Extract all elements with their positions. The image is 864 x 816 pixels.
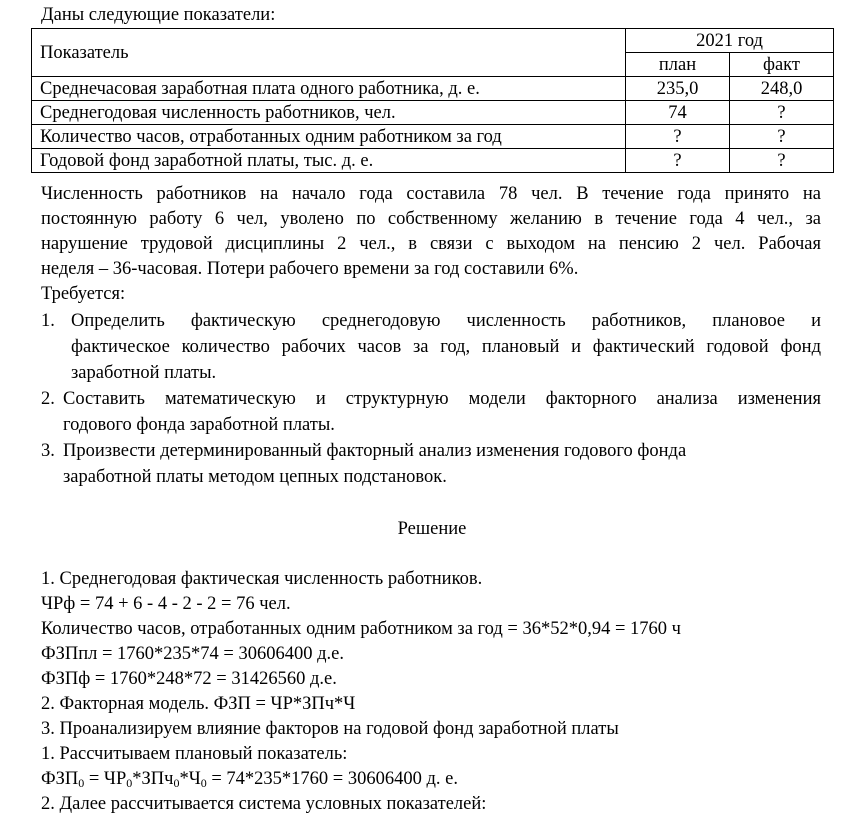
formula-part: *Ч <box>179 769 201 789</box>
row-fact: 248,0 <box>730 77 834 101</box>
task-line: Составить математическую и структурную модели факторного анализа изменения <box>63 389 821 409</box>
formula-part: = 74*235*1760 = 30606400 д. е. <box>206 769 458 789</box>
solution-title: Решение <box>397 519 467 539</box>
row-fact: ? <box>730 101 834 125</box>
intro-text: Даны следующие показатели: <box>41 5 276 25</box>
row-name: Количество часов, отработанных одним работником за год <box>32 125 626 149</box>
row-name: Годовой фонд заработной платы, тыс. д. е. <box>32 149 626 173</box>
solution-line: 2. Факторная модель. ФЗП = ЧР*ЗПч*Ч <box>41 694 356 714</box>
subscript: 0 <box>78 776 85 790</box>
solution-line: Количество часов, отработанных одним работником за год = 36*52*0,94 = 1760 ч <box>41 619 681 639</box>
row-fact: ? <box>730 125 834 149</box>
row-plan: ? <box>626 149 730 173</box>
task-line: Произвести детерминированный факторный анализ изменения годового фонда <box>63 441 687 461</box>
solution-line: 1. Рассчитываем плановый показатель: <box>41 744 348 764</box>
row-plan: 235,0 <box>626 77 730 101</box>
paragraph-line: Численность работников на начало года составила 78 чел. В течение года принято на <box>41 184 821 204</box>
task-line: заработной платы методом цепных подстановок. <box>63 467 447 487</box>
formula-part: ФЗП <box>41 769 79 789</box>
formula-part: = ЧР <box>84 769 127 789</box>
header-year: 2021 год <box>626 29 834 53</box>
task-line: фактическое количество рабочих часов за год, плановый и фактический годовой фонд <box>71 337 821 357</box>
solution-line: ЧРф = 74 + 6 - 4 - 2 - 2 = 76 чел. <box>41 594 291 614</box>
header-plan: план <box>626 53 730 77</box>
table-row <box>32 149 834 173</box>
subscript: 0 <box>200 776 207 790</box>
subscript: 0 <box>126 776 133 790</box>
row-plan: 74 <box>626 101 730 125</box>
subscript: 0 <box>173 776 180 790</box>
solution-line: 2. Далее рассчитывается система условных показателей: <box>41 794 487 814</box>
paragraph-line: нарушение трудовой дисциплины 2 чел., в связи с выходом на пенсию 2 чел. Рабочая <box>41 234 821 254</box>
solution-line: ФЗПпл = 1760*235*74 = 30606400 д.е. <box>41 644 344 664</box>
solution-line: 3. Проанализируем влияние факторов на годовой фонд заработной платы <box>41 719 619 739</box>
required-label: Требуется: <box>41 284 126 304</box>
header-fact: факт <box>730 53 834 77</box>
paragraph-line: неделя – 36-часовая. Потери рабочего времени за год составили 6%. <box>41 259 579 279</box>
row-name: Среднечасовая заработная плата одного работника, д. е. <box>32 77 626 101</box>
task-number: 2. <box>41 389 55 409</box>
formula-line <box>41 767 458 791</box>
task-number: 1. <box>41 311 55 331</box>
table-row <box>32 101 834 125</box>
formula-part: *ЗПч <box>132 769 174 789</box>
task-line: годового фонда заработной платы. <box>63 415 335 435</box>
row-plan: ? <box>626 125 730 149</box>
table-row <box>32 77 834 101</box>
indicators-table <box>31 28 834 173</box>
task-line: Определить фактическую среднегодовую численность работников, плановое и <box>71 311 821 331</box>
row-name: Среднегодовая численность работников, чел. <box>32 101 626 125</box>
row-fact: ? <box>730 149 834 173</box>
solution-line: 1. Среднегодовая фактическая численность работников. <box>41 569 483 589</box>
task-line: заработной платы. <box>71 363 217 383</box>
solution-line: ФЗПф = 1760*248*72 = 31426560 д.е. <box>41 669 337 689</box>
header-indicator: Показатель <box>32 29 626 77</box>
paragraph-line: постоянную работу 6 чел, уволено по собственному желанию в течение года 4 чел., за <box>41 209 821 229</box>
task-number: 3. <box>41 441 55 461</box>
table-row <box>32 125 834 149</box>
table-header-row <box>32 29 834 53</box>
